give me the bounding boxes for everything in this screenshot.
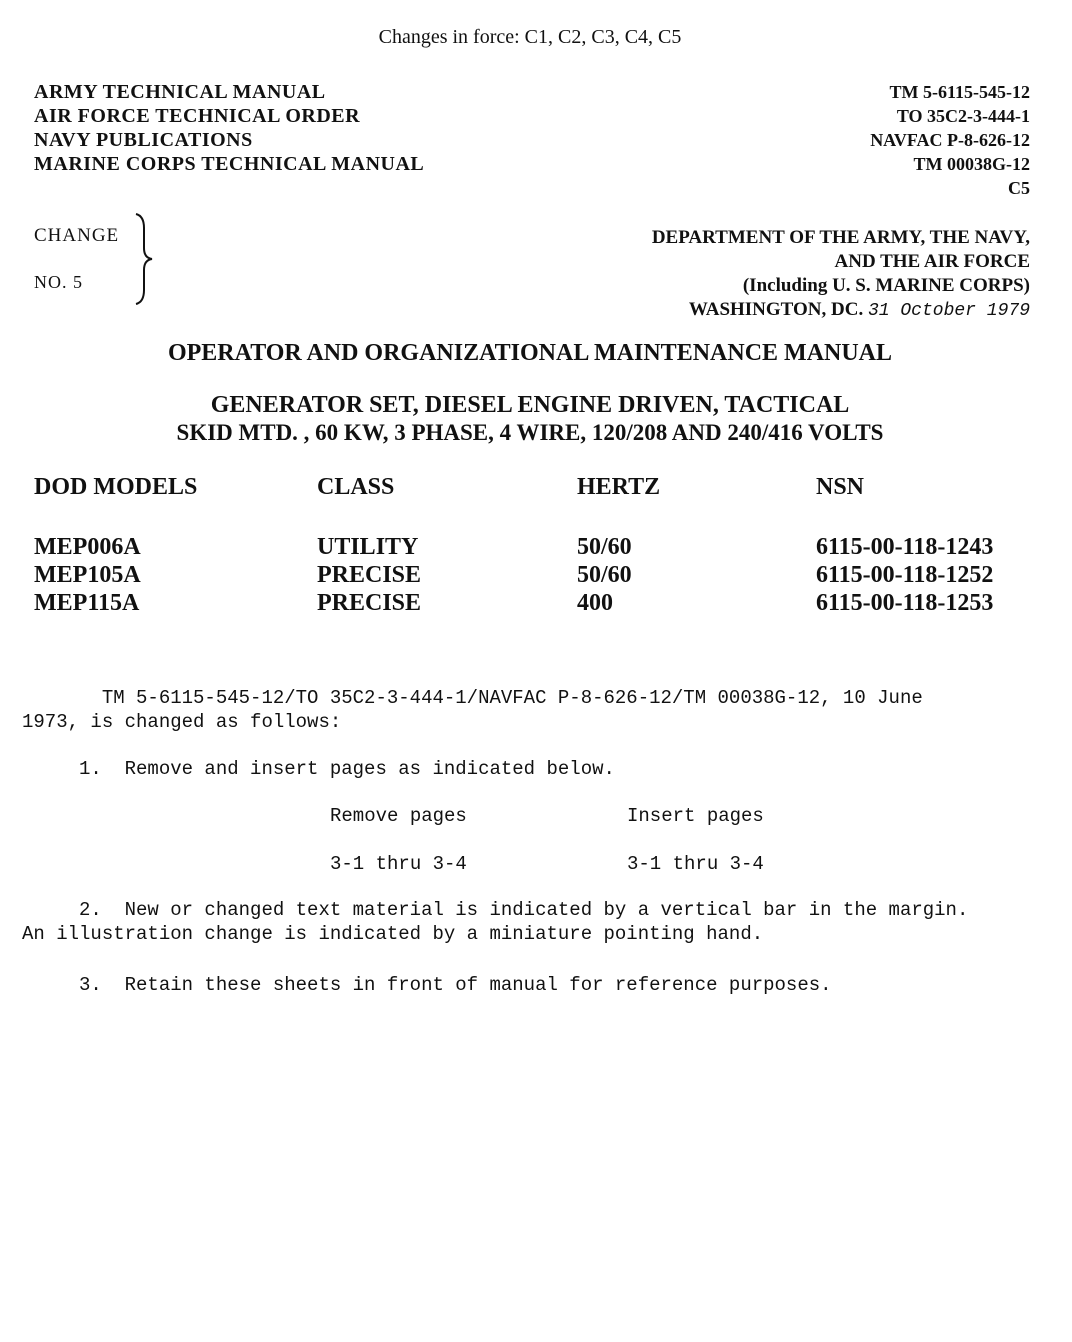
header-nsn: NSN: [816, 474, 865, 500]
nsn-cell: 6115-00-118-1253: [816, 590, 994, 616]
department-line-2: AND THE AIR FORCE: [834, 251, 1030, 272]
hertz-cell: 400: [577, 590, 613, 616]
intro-paragraph: TM 5-6115-545-12/TO 35C2-3-444-1/NAVFAC P-8-626-12/TM 00038G-12, 10 June 1973, is changed as follows:: [22, 687, 923, 733]
insert-pages-header: Insert pages: [627, 805, 764, 827]
model-cell: MEP006A: [34, 534, 141, 560]
class-cell: PRECISE: [317, 562, 422, 588]
change-number: NO. 5: [34, 272, 83, 292]
model-cell: MEP105A: [34, 562, 141, 588]
department-city: WASHINGTON, DC.: [688, 299, 864, 320]
department-line-3: (Including U. S. MARINE CORPS): [742, 275, 1030, 296]
publication-army: ARMY TECHNICAL MANUAL: [34, 81, 326, 103]
header-dod-models: DOD MODELS: [34, 474, 198, 500]
issue-date: 31 October 1979: [867, 301, 1030, 321]
instruction-item-3: 3. Retain these sheets in front of manual for reference purposes.: [22, 974, 832, 996]
nsn-cell: 6115-00-118-1243: [816, 534, 994, 560]
tm-number: TM 5-6115-545-12: [889, 82, 1030, 102]
instruction-item-2: 2. New or changed text material is indicated by a vertical bar in the margin. An illustration change is indicated by a miniature pointing hand.: [22, 899, 969, 945]
changes-in-force: Changes in force: C1, C2, C3, C4, C5: [378, 26, 682, 48]
change-code: C5: [1008, 178, 1030, 198]
to-number: TO 35C2-3-444-1: [896, 106, 1030, 126]
publications-right: [870, 80, 1030, 200]
hertz-cell: 50/60: [577, 534, 632, 560]
department-line-1: DEPARTMENT OF THE ARMY, THE NAVY,: [651, 227, 1030, 248]
model-cell: MEP115A: [34, 590, 140, 616]
instruction-item-1: 1. Remove and insert pages as indicated below.: [22, 758, 615, 780]
change-label: CHANGE: [34, 225, 120, 246]
remove-pages-value: 3-1 thru 3-4: [330, 853, 467, 875]
department-location: [652, 298, 1030, 323]
insert-pages-value: 3-1 thru 3-4: [627, 853, 764, 875]
department-block: [652, 226, 1030, 323]
navfac-number: NAVFAC P-8-626-12: [870, 130, 1030, 150]
publication-air-force: AIR FORCE TECHNICAL ORDER: [34, 105, 361, 127]
hertz-cell: 50/60: [577, 562, 632, 588]
publications-left: [34, 80, 424, 176]
marine-tm-number: TM 00038G-12: [913, 154, 1030, 174]
header-hertz: HERTZ: [577, 474, 661, 500]
manual-title: OPERATOR AND ORGANIZATIONAL MAINTENANCE MANUAL: [167, 340, 893, 366]
publication-marine-corps: MARINE CORPS TECHNICAL MANUAL: [34, 153, 425, 175]
header-class: CLASS: [317, 474, 395, 500]
equipment-title-line-1: GENERATOR SET, DIESEL ENGINE DRIVEN, TACTICAL: [210, 392, 850, 418]
remove-pages-header: Remove pages: [330, 805, 467, 827]
brace-icon: [130, 212, 160, 306]
nsn-cell: 6115-00-118-1252: [816, 562, 994, 588]
class-cell: PRECISE: [317, 590, 422, 616]
class-cell: UTILITY: [317, 534, 419, 560]
equipment-title-line-2: SKID MTD. , 60 KW, 3 PHASE, 4 WIRE, 120/208 AND 240/416 VOLTS: [176, 420, 884, 445]
publication-navy: NAVY PUBLICATIONS: [34, 129, 253, 151]
